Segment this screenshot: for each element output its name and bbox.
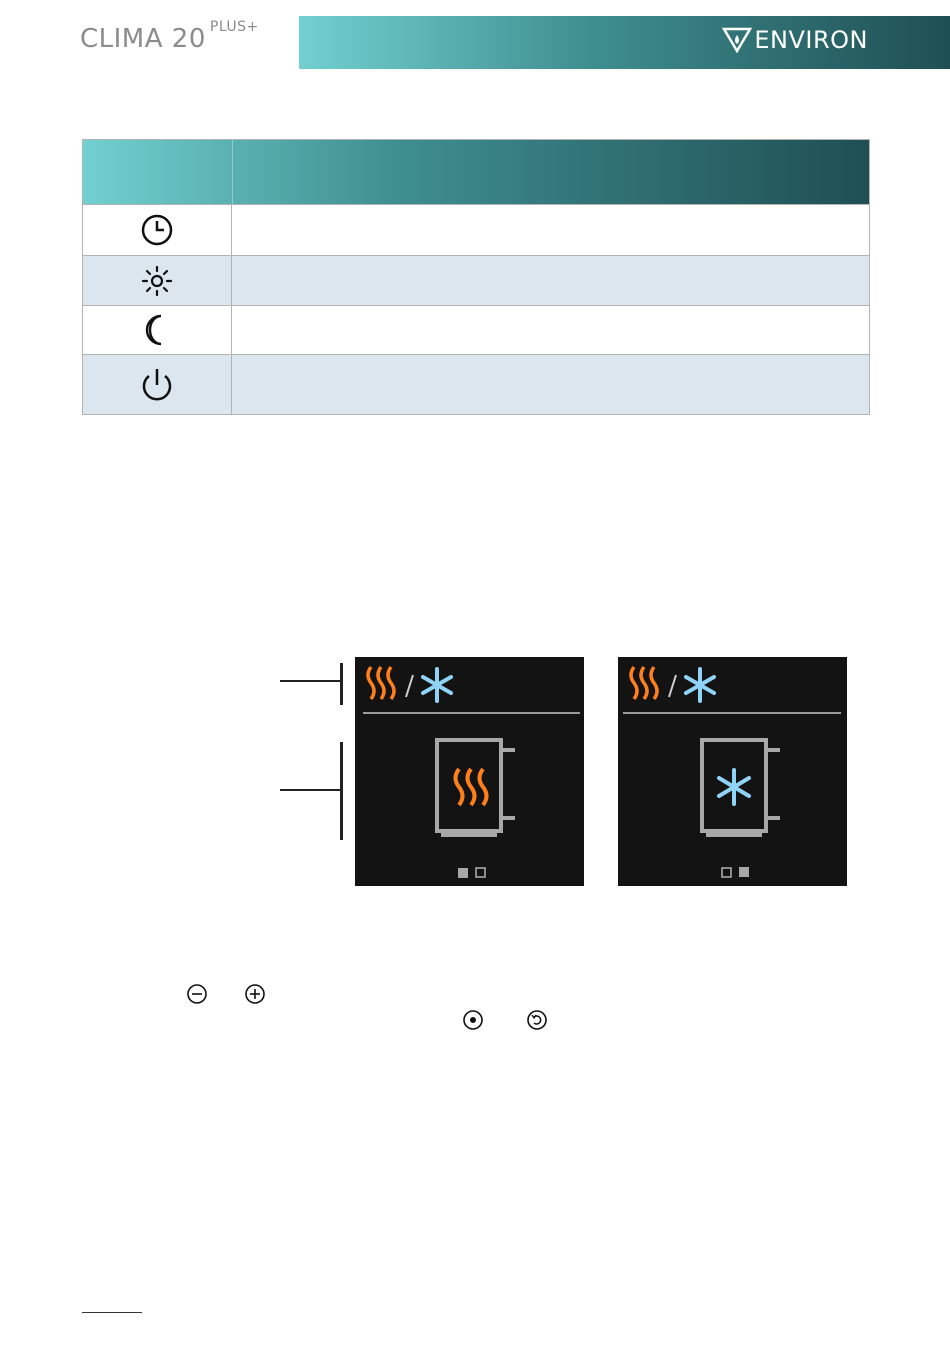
header-band <box>299 16 950 69</box>
brand-logo <box>722 26 868 54</box>
callout-bracket-main <box>340 742 343 840</box>
heat-icon <box>456 769 487 805</box>
page-dot-active <box>458 868 468 878</box>
product-name: CLIMA 20 <box>80 24 206 54</box>
snowflake-icon <box>719 770 749 804</box>
sun-icon <box>139 263 175 299</box>
heat-icon <box>368 667 394 699</box>
display-screen-cooling <box>618 657 847 886</box>
power-icon <box>137 365 177 405</box>
footer-rule <box>82 1312 142 1313</box>
page-dot-inactive <box>722 868 731 877</box>
clock-icon <box>139 212 175 248</box>
back-icon <box>526 1009 548 1031</box>
table-row <box>83 255 869 305</box>
table-row <box>83 204 869 255</box>
plus-icon <box>244 983 266 1005</box>
callout-leader-main <box>280 789 340 791</box>
display-screen-heating <box>355 657 584 886</box>
brand-name: ENVIRON <box>754 26 868 54</box>
droplet-v-icon <box>722 27 752 53</box>
document-title <box>80 19 259 54</box>
table-header <box>83 140 869 204</box>
snowflake-icon <box>423 669 451 701</box>
callout-bracket-top <box>340 663 343 705</box>
tank-icon <box>702 740 780 837</box>
mode-separator <box>669 675 676 697</box>
callout-leader-top <box>280 680 340 682</box>
mode-table <box>82 139 870 415</box>
mode-separator <box>406 675 413 697</box>
table-row <box>83 305 869 354</box>
page-dot-active <box>739 867 749 877</box>
moon-icon <box>139 312 175 348</box>
table-header-icon-col <box>83 140 233 204</box>
snowflake-icon <box>686 669 714 701</box>
minus-icon <box>186 983 208 1005</box>
product-superscript: PLUS+ <box>209 19 259 36</box>
heat-icon <box>631 667 657 699</box>
table-row <box>83 354 869 414</box>
tank-icon <box>437 740 515 837</box>
select-icon <box>462 1009 484 1031</box>
page-dot-inactive <box>476 868 485 877</box>
